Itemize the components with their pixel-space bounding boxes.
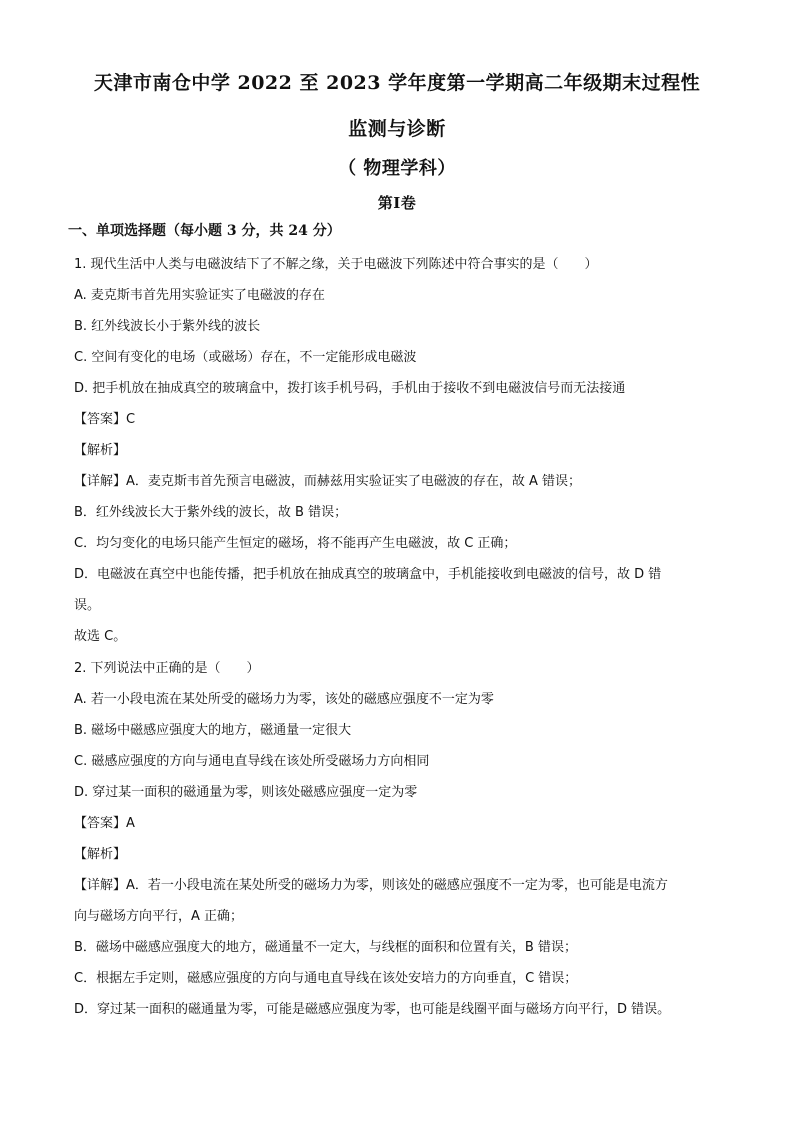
question-1-option-d: D. 把手机放在抽成真空的玻璃盒中，拨打该手机号码，手机由于接收不到电磁波信号而无法接通 bbox=[74, 381, 626, 396]
question-1-detail-line: 【详解】A．麦克斯韦首先预言电磁波，而赫兹用实验证实了电磁波的存在，故 A 错误； bbox=[74, 474, 582, 489]
question-2-detail-line: 向与磁场方向平行，A 正确； bbox=[74, 909, 244, 924]
question-1-option-a: A. 麦克斯韦首先用实验证实了电磁波的存在 bbox=[74, 288, 325, 303]
question-2-option-c: C. 磁感应强度的方向与通电直导线在该处所受磁场力方向相同 bbox=[74, 754, 430, 769]
question-2-analysis-label: 【解析】 bbox=[74, 847, 127, 862]
question-2-answer: 【答案】A bbox=[74, 816, 135, 831]
question-1-analysis-label: 【解析】 bbox=[74, 443, 127, 458]
question-2-detail-line: C．根据左手定则，磁感应强度的方向与通电直导线在该处安培力的方向垂直，C 错误； bbox=[74, 971, 578, 986]
question-1-detail-line: D．电磁波在真空中也能传播，把手机放在抽成真空的玻璃盒中，手机能接收到电磁波的信号，故 D 错 bbox=[74, 567, 662, 582]
question-2-option-d: D. 穿过某一面积的磁通量为零，则该处磁感应强度一定为零 bbox=[74, 785, 418, 800]
exam-title-line2: 监测与诊断 bbox=[348, 118, 446, 140]
question-2-option-b: B. 磁场中磁感应强度大的地方，磁通量一定很大 bbox=[74, 723, 352, 738]
question-2-stem: 2. 下列说法中正确的是（ ） bbox=[74, 661, 260, 676]
question-2-detail-line: B．磁场中磁感应强度大的地方，磁通量不一定大，与线框的面积和位置有关，B 错误； bbox=[74, 940, 577, 955]
question-1-answer: 【答案】C bbox=[74, 412, 136, 427]
subject-heading: （ 物理学科） bbox=[338, 158, 456, 179]
question-1-detail-line: 误。 bbox=[74, 598, 101, 613]
question-1-stem: 1. 现代生活中人类与电磁波结下了不解之缘，关于电磁波下列陈述中符合事实的是（ ） bbox=[74, 257, 598, 272]
exam-title-line1: 天津市南仓中学 2022 至 2023 学年度第一学期高二年级期末过程性 bbox=[93, 72, 701, 94]
question-2-option-a: A. 若一小段电流在某处所受的磁场力为零，该处的磁感应强度不一定为零 bbox=[74, 692, 494, 707]
question-2-detail-line: 【详解】A．若一小段电流在某处所受的磁场力为零，则该处的磁感应强度不一定为零，也可能是电流方 bbox=[74, 878, 668, 893]
question-1-option-c: C. 空间有变化的电场（或磁场）存在，不一定能形成电磁波 bbox=[74, 350, 417, 365]
question-1-conclusion: 故选 C。 bbox=[74, 629, 127, 644]
question-1-option-b: B. 红外线波长小于紫外线的波长 bbox=[74, 319, 261, 334]
question-1-detail-line: B．红外线波长大于紫外线的波长，故 B 错误； bbox=[74, 505, 348, 520]
question-1-detail-line: C．均匀变化的电场只能产生恒定的磁场，将不能再产生电磁波，故 C 正确； bbox=[74, 536, 517, 551]
volume-heading: 第Ⅰ卷 bbox=[377, 194, 417, 212]
section-heading: 一、单项选择题（每小题 3 分，共 24 分） bbox=[68, 223, 341, 239]
question-2-detail-line: D．穿过某一面积的磁通量为零，可能是磁感应强度为零，也可能是线圈平面与磁场方向平行，D 错误。 bbox=[74, 1002, 671, 1017]
